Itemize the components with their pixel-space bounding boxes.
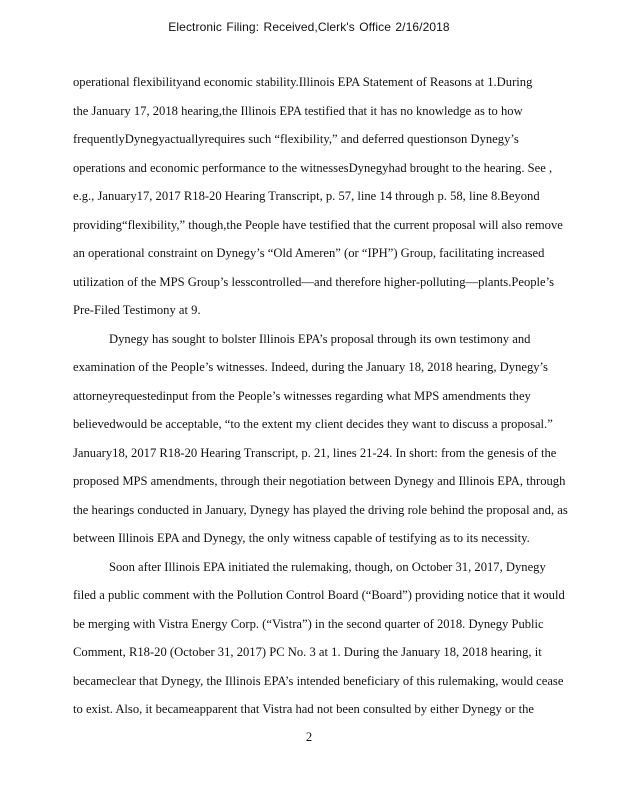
text-line: attorneyrequestedinput from the People’s witnesses regarding what MPS amendments they: [73, 388, 531, 403]
text-line: an operational constraint on Dynegy’s “Old Ameren” (or “IPH”) Group, facilitating increased: [73, 246, 545, 260]
text-line: operations and economic performance to the witnessesDynegyhad brought to the hearing. See ,: [73, 160, 553, 175]
document-body: [73, 68, 593, 724]
text-line: Soon after Illinois EPA initiated the rulemaking, though, on October 31, 2017, Dynegy: [109, 559, 546, 574]
text-line: to exist. Also, it becameapparent that Vistra had not been consulted by either Dynegy or the: [73, 702, 535, 716]
text-line: examination of the People’s witnesses. Indeed, during the January 18, 2018 hearing, Dynegy’s: [73, 360, 548, 374]
text-line: e.g., January17, 2017 R18-20 Hearing Transcript, p. 57, line 14 through p. 58, line 8.Beyond: [73, 189, 540, 203]
filing-stamp-header: Electronic Filing: Received,Clerk's Office 2/16/2018: [168, 20, 450, 34]
text-line: filed a public comment with the Pollution Control Board (“Board”) providing notice that it would: [73, 588, 565, 602]
text-line: frequentlyDynegyactuallyrequires such “flexibility,” and deferred questionson Dynegy’s: [73, 132, 519, 146]
text-line: Dynegy has sought to bolster Illinois EPA’s proposal through its own testimony and: [109, 331, 531, 346]
text-line: utilization of the MPS Group’s lesscontrolled—and therefore higher-polluting—plants.People’s: [73, 274, 555, 289]
page-number: 2: [305, 730, 313, 744]
text-line: be merging with Vistra Energy Corp. (“Vistra”) in the second quarter of 2018. Dynegy Public: [73, 616, 544, 631]
text-line: operational flexibilityand economic stability.Illinois EPA Statement of Reasons at 1.During: [73, 75, 533, 89]
text-line: Comment, R18-20 (October 31, 2017) PC No. 3 at 1. During the January 18, 2018 hearing, it: [73, 645, 542, 659]
text-line: the hearings conducted in January, Dynegy has played the driving role behind the proposal and, as: [73, 502, 568, 517]
paragraph-1: [73, 68, 593, 325]
paragraph-2: [73, 325, 593, 553]
text-line: providing“flexibility,” though,the People have testified that the current proposal will also remove: [73, 217, 563, 232]
text-line: the January 17, 2018 hearing,the Illinois EPA testified that it has no knowledge as to how: [73, 103, 523, 118]
text-line: between Illinois EPA and Dynegy, the only witness capable of testifying as to its necessity.: [73, 531, 530, 545]
text-line: believedwould be acceptable, “to the extent my client decides they want to discuss a proposal.”: [73, 417, 553, 431]
text-line: proposed MPS amendments, through their negotiation between Dynegy and Illinois EPA, through: [73, 474, 566, 488]
text-line: January18, 2017 R18-20 Hearing Transcript, p. 21, lines 21-24. In short: from the genesis of the: [73, 445, 557, 460]
text-line: Pre-Filed Testimony at 9.: [73, 303, 201, 317]
paragraph-3: [73, 553, 593, 724]
text-line: becameclear that Dynegy, the Illinois EPA’s intended beneficiary of this rulemaking, would cease: [73, 673, 564, 688]
